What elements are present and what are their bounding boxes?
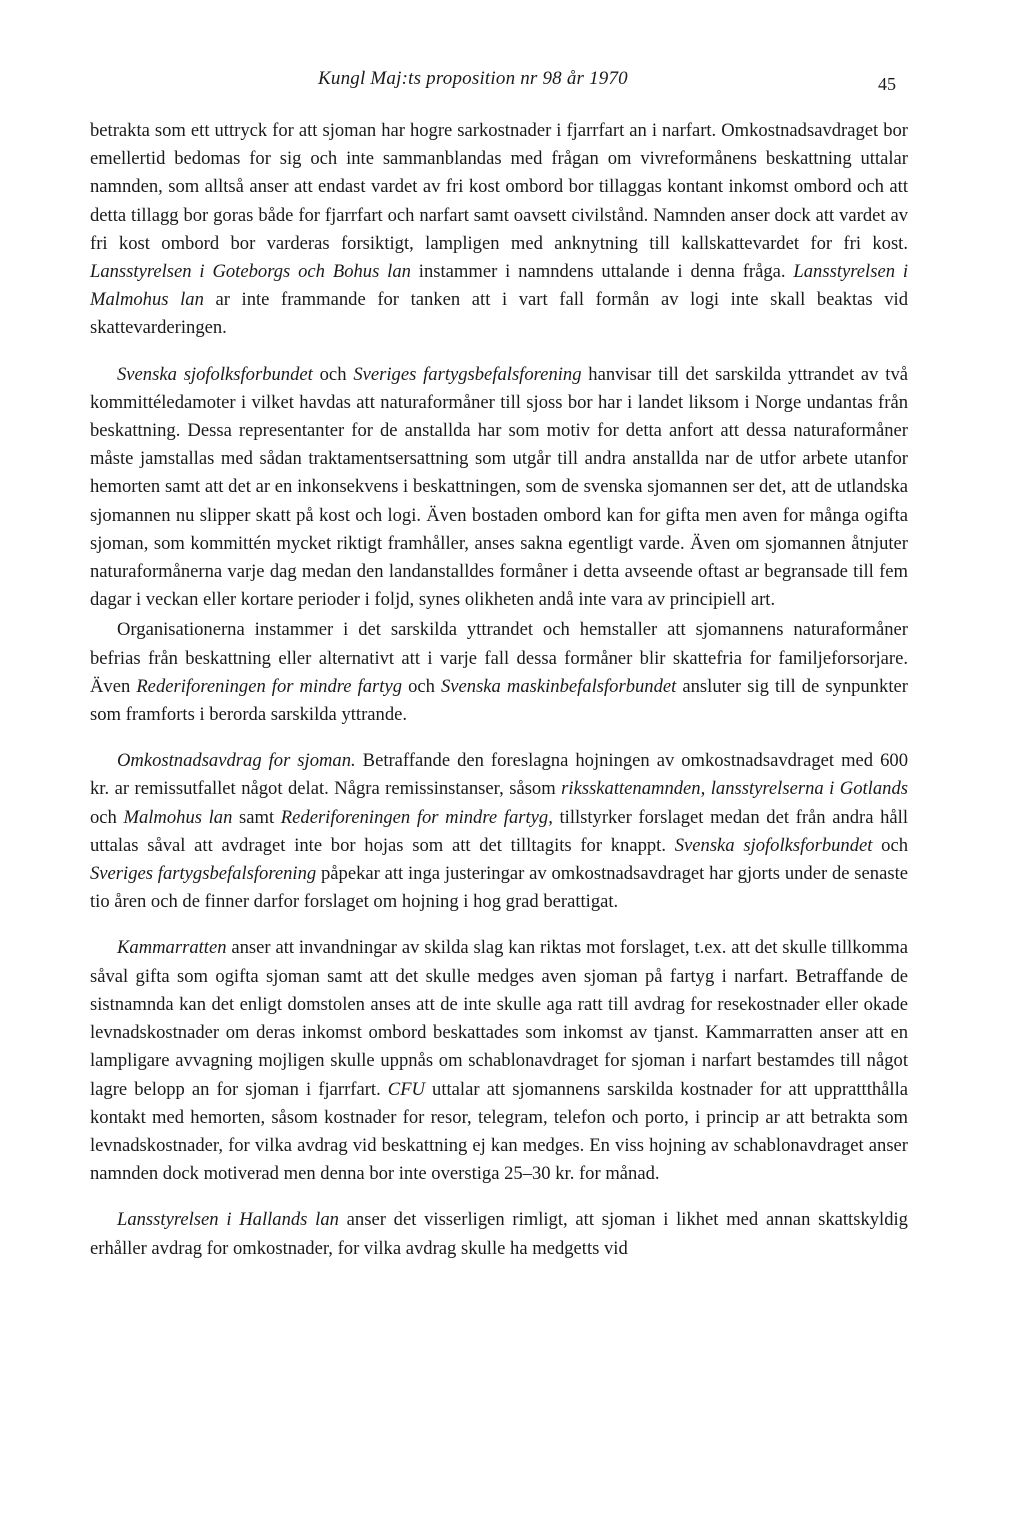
italic-text: Rederiforeningen for mindre fartyg (136, 675, 403, 697)
italic-text: Malmohus lan (123, 806, 233, 828)
text-run: uttalar att sjomannens sarskilda kostnader for att upprattthålla kontakt med hemorten, såsom kostnader for resor, telegram, telefon och porto, i princip ar att betrakta som levnadskostnader, for vilka avdrag vid beskattning ej kan medges. En viss hojning av schablonavdraget anser namnden dock motiverad men denna bor inte overstiga 25–30 kr. for månad. (90, 1078, 908, 1185)
italic-text: Kammarratten (117, 937, 227, 959)
text-run: tillstyrker forslaget medan det från andra håll uttalas såval att avdraget inte bor hojas som att det tilltagits for knappt. (90, 806, 909, 856)
paragraph (90, 1206, 908, 1262)
text-run: och (402, 675, 441, 697)
text-run: instammer i namndens uttalande i denna fråga. (410, 261, 794, 283)
text-run: betrakta som ett uttryck for att sjoman har hogre sarkostnader i fjarrfart an i narfart. Omkostnadsavdraget bor emellertid bedomas for sig och inte sammanblandas med frågan om vivreformånens beskattning uttalar namnden, som alltså anser att endast vardet av fri kost ombord bor tillaggas kontant inkomst ombord och att detta tillagg bor goras både for fjarrfart och narfart samt oavsett civilstånd. Namnden anser dock att vardet av fri kost ombord bor varderas forsiktigt, lampligen med anknytning till kallskattevardet for fri kost. (90, 120, 908, 254)
italic-text: Sveriges fartygsbefalsforening (90, 863, 317, 885)
text-run: påpekar att inga justeringar av omkostnadsavdraget har gjorts under de senaste tio åren och de finner darfor forslaget om hojning i hog grad berattigat. (90, 863, 909, 913)
italic-text: Sveriges fartygsbefalsforening (353, 363, 582, 385)
page-header (0, 68, 1024, 98)
italic-text: Omkostnadsavdrag for sjoman. (117, 750, 356, 772)
paragraph (90, 616, 908, 729)
italic-text: Svenska sjofolksforbundet (117, 363, 313, 385)
italic-text: Rederiforeningen for mindre fartyg, (280, 806, 553, 828)
italic-text: Lansstyrelsen i Malmohus lan (90, 261, 909, 311)
paragraph (90, 361, 908, 615)
paragraph (90, 747, 908, 916)
text-run: Betraffande den foreslagna hojningen av omkostnadsavdraget med 600 kr. ar remissutfallet något delat. Några remissinstanser, såsom (90, 750, 908, 800)
italic-text: CFU (387, 1078, 425, 1100)
text-run: samt (232, 806, 281, 828)
body-text (90, 117, 908, 1263)
italic-text: Svenska sjofolksforbundet (674, 834, 873, 856)
paragraph (90, 117, 908, 343)
italic-text: Lansstyrelsen i Goteborgs och Bohus lan (90, 261, 411, 283)
text-run: och (90, 806, 124, 828)
running-title: Kungl Maj:ts proposition nr 98 år 1970 (318, 68, 628, 89)
text-run: hanvisar till det sarskilda yttrandet av två kommittéledamoter i vilket havdas att naturaformåner till sjoss bor har i landet liksom i Norge undantas från beskattning. Dessa representanter for de anstallda har som motiv for detta anfort att dessa naturaformåner måste jamstallas med sådan traktamentsersattning som utgår till andra anstallda nar de utfor arbete utanfor hemorten samt att det ar en inkonsekvens i beskattningen, som de svenska sjomannen ser det, att de utlandska sjomannen nu slipper skatt på kost och logi. Även bostaden ombord kan for gifta men aven for många ogifta sjoman, som kommittén mycket riktigt framhåller, anses sakna egentligt varde. Även om sjomannen åtnjuter naturaformånerna varje dag medan den landanstalldes formåner i detta avseende oftast ar begransade till fem dagar i veckan eller kortare perioder i foljd, synes olikheten andå inte vara av principiell art. (90, 363, 908, 611)
text-run: ar inte frammande for tanken att i vart fall formån av logi inte skall beaktas vid skattevarderingen. (90, 289, 908, 339)
text-run: och (312, 363, 354, 385)
text-run: Organisationerna instammer i det sarskilda yttrandet och hemstaller att sjomannens naturaformåner befrias från beskattning eller alternativt att i varje fall dessa formåner blir skattefria for familjeforsorjare. Även (90, 619, 908, 697)
text-run: anser det visserligen rimligt, att sjoman i likhet med annan skattskyldig erhåller avdrag for omkostnader, for vilka avdrag skulle ha medgetts vid (90, 1209, 908, 1259)
italic-text: Lansstyrelsen i Hallands lan (117, 1209, 339, 1231)
text-run: och (872, 834, 909, 856)
text-run: ansluter sig till de synpunkter som framforts i berorda sarskilda yttrande. (90, 675, 908, 726)
page-number: 45 (878, 74, 896, 94)
text-run: anser att invandningar av skilda slag kan riktas mot forslaget, t.ex. att det skulle tillkomma såval gifta som ogifta sjoman samt att det skulle medges aven sjoman på fartyg i narfart. Betraffande de sistnamnda kan det enligt domstolen anses att de inte skulle aga ratt till avdrag for resekostnader eller okade levnadskostnader om deras inkomst ombord beskattades som inkomst av tjanst. Kammarratten anser att en lampligare avvagning mojligen skulle uppnås om schablonavdraget for sjoman i narfart bestamdes till något lagre belopp an for sjoman i fjarrfart. (90, 937, 908, 1100)
paragraph (90, 934, 908, 1188)
italic-text: riksskattenamnden, lansstyrelserna i Gotlands (561, 778, 908, 800)
italic-text: Svenska maskinbefalsforbundet (440, 675, 677, 697)
